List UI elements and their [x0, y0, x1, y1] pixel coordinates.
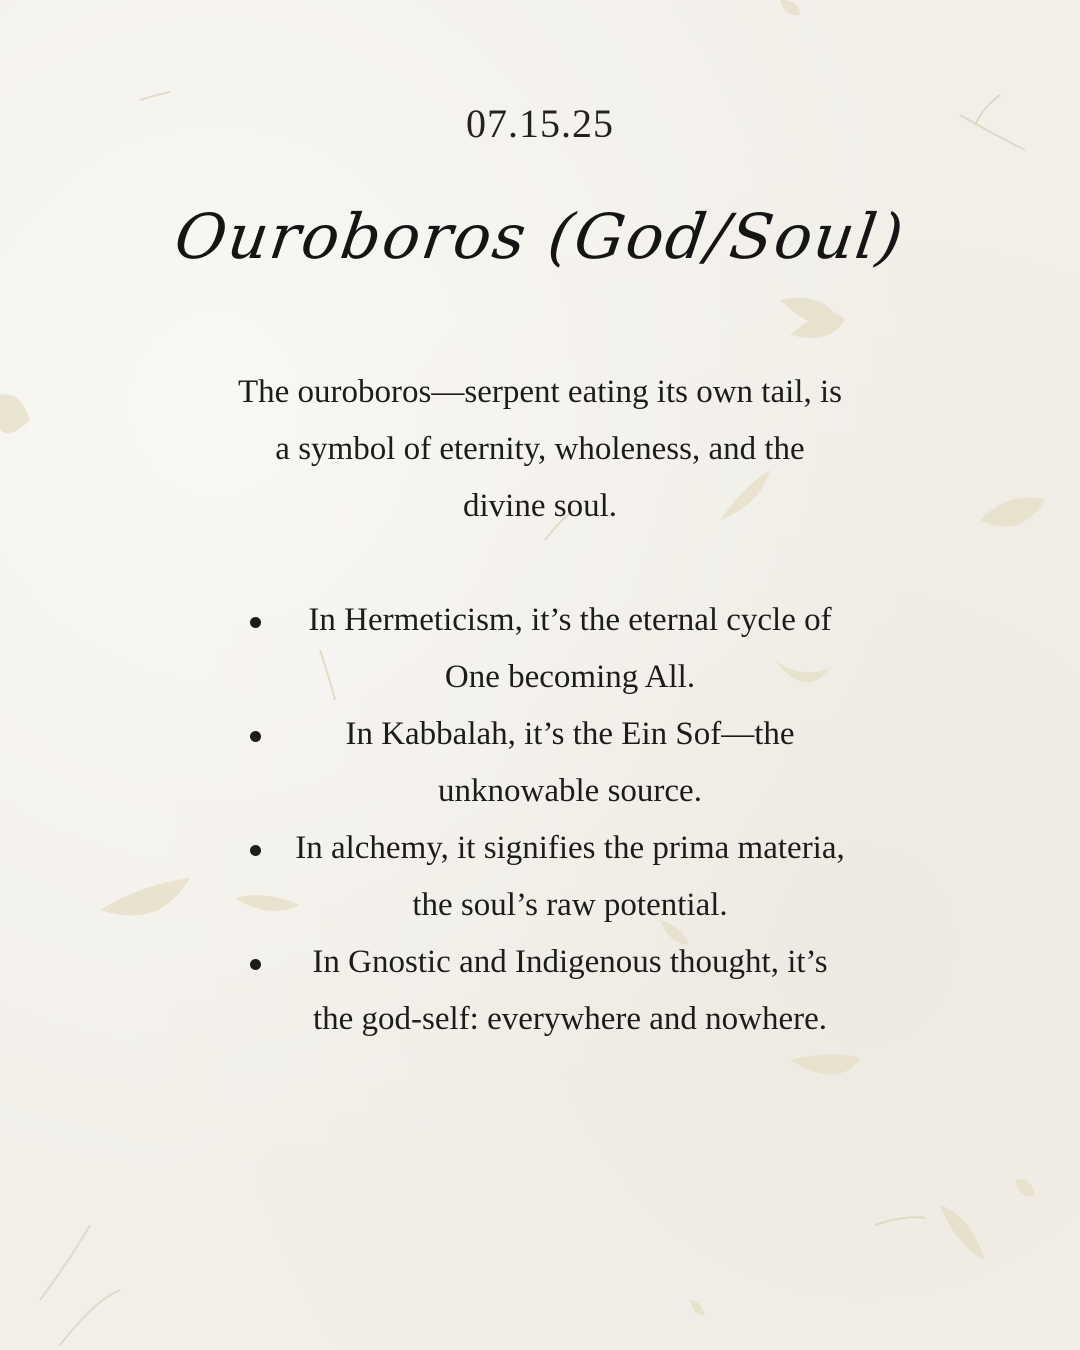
list-item-text: In alchemy, it signifies the prima materia, the soul’s raw potential.: [295, 830, 845, 923]
bullet-dot: [250, 617, 261, 628]
list-item: [240, 706, 850, 820]
bullet-list: [240, 592, 850, 1048]
intro-paragraph: The ouroboros—serpent eating its own tail, is a symbol of eternity, wholeness, and the divine soul.: [238, 374, 842, 524]
bullet-dot: [250, 731, 261, 742]
list-item: [240, 934, 850, 1048]
list-item-text: In Gnostic and Indigenous thought, it’s the god-self: everywhere and nowhere.: [312, 944, 828, 1037]
list-item-text: In Kabbalah, it’s the Ein Sof—the unknowable source.: [345, 716, 795, 809]
post-title: Ouroboros (God/Soul): [170, 200, 910, 273]
post-date: 07.15.25: [466, 101, 614, 146]
list-item: [240, 820, 850, 934]
list-item-text: In Hermeticism, it’s the eternal cycle of One becoming All.: [308, 602, 832, 695]
bullet-dot: [250, 845, 261, 856]
list-item: [240, 592, 850, 706]
bullet-dot: [250, 959, 261, 970]
